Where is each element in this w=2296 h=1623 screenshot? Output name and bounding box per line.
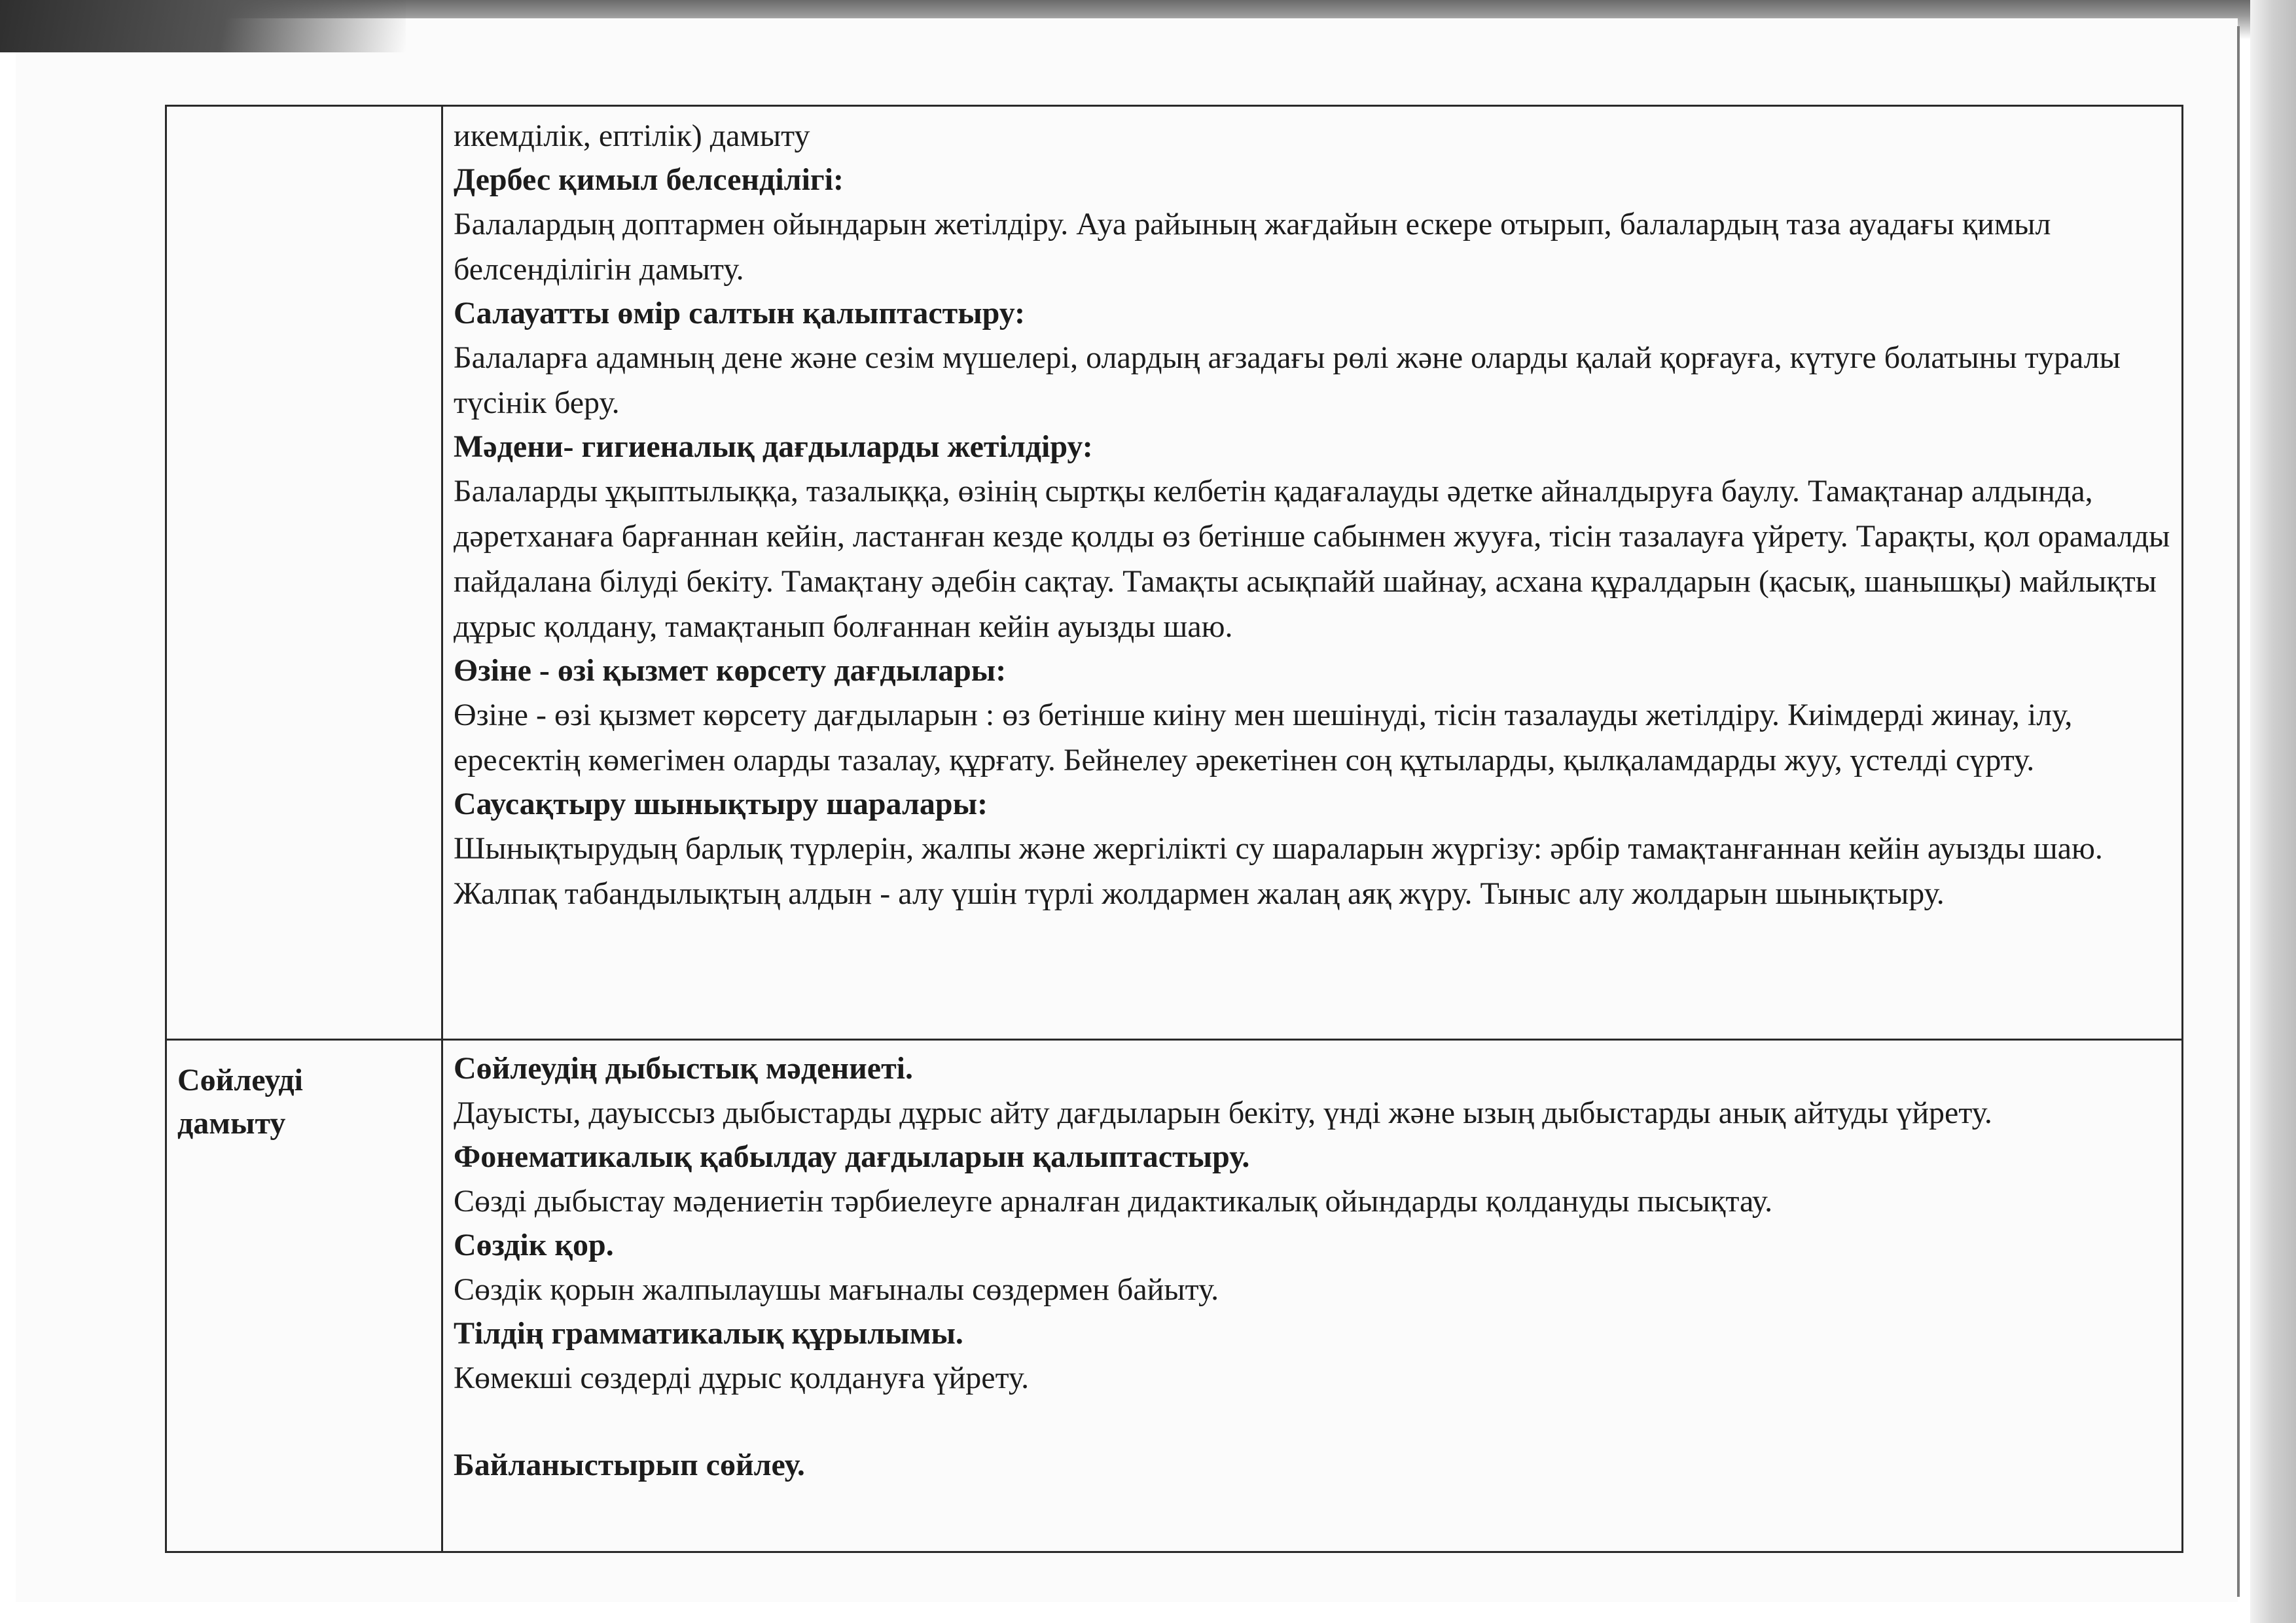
section-text: Сөздік қорын жалпылаушы мағыналы сөздермен байыту. <box>454 1272 1219 1307</box>
content-cell <box>442 106 2183 1040</box>
content-section <box>454 1224 2175 1312</box>
page-edge <box>2237 26 2240 1597</box>
section-heading: Салауатты өмір салтын қалыптастыру: <box>454 296 1026 330</box>
area-label <box>177 113 435 125</box>
section-heading: Фонематикалық қабылдау дағдыларын қалыптастыру. <box>454 1139 1250 1174</box>
content-section <box>454 1312 2175 1400</box>
section-heading: Саусақтыру шынықтыру шаралары: <box>454 787 988 821</box>
curriculum-table <box>165 105 2183 1553</box>
section-heading: Сөздік қор. <box>454 1228 614 1262</box>
scan-right-edge <box>2250 0 2296 1623</box>
area-label: Сөйлеуді дамыту <box>177 1063 303 1141</box>
section-heading: Мәдени- гигиеналық дағдыларды жетілдіру: <box>454 429 1093 464</box>
section-heading: Дербес қимыл белсенділігі: <box>454 162 844 197</box>
content-section <box>454 1135 2175 1224</box>
content-cell <box>442 1040 2183 1552</box>
section-text: Сөзді дыбыстау мәдениетін тәрбиелеуге арналған дидактикалық ойындарды қолдануды пысықтау. <box>454 1184 1773 1219</box>
content-section <box>454 292 2175 425</box>
section-text: Өзіне - өзі қызмет көрсету дағдыларын : өз бетінше киіну мен шешінуді, тісін тазалауды жетілдіру. Киімдерді жинау, ілу, ересектің көмегімен оларды тазалау, құрғату. Бейнелеу әрекетінен соң құтыларды, қылқаламдарды жуу, үстелді сүрту. <box>454 698 2073 777</box>
section-text: Дауысты, дауыссыз дыбыстарды дұрыс айту дағдыларын бекіту, үнді және ызың дыбыстарды анық айтуды үйрету. <box>454 1096 1992 1130</box>
content-section <box>454 783 2175 916</box>
content-section <box>454 1444 2175 1487</box>
section-text: Балалардың доптармен ойындарын жетілдіру. Ауа райының жағдайын ескере отырып, балалардың таза ауадағы қимыл белсенділігін дамыту. <box>454 207 2051 287</box>
content-section <box>454 649 2175 783</box>
area-label-cell <box>166 106 442 1040</box>
section-heading: Байланыстырып сөйлеу. <box>454 1448 805 1482</box>
section-text: икемділік, ептілік) дамыту <box>454 118 810 153</box>
content-section <box>454 425 2175 649</box>
section-heading: Өзіне - өзі қызмет көрсету дағдылары: <box>454 653 1007 688</box>
table-row <box>166 1040 2183 1552</box>
scan-corner-shadow <box>0 0 406 52</box>
section-text: Көмекші сөздерді дұрыс қолдануға үйрету. <box>454 1361 1030 1395</box>
blank-line <box>454 1400 2175 1444</box>
section-text: Балаларға адамның дене және сезім мүшелері, олардың ағзадағы рөлі және оларды қалай қорғауға, күтуге болатыны туралы түсінік беру. <box>454 340 2121 420</box>
area-label-cell <box>166 1040 442 1552</box>
section-text: Балаларды ұқыптылыққа, тазалыққа, өзінің сыртқы келбетін қадағалауды әдетке айналдыруға баулу. Тамақтанар алдында, дәретханаға барғаннан кейін, ластанған кезде қолды өз бетінше сабынмен жууға, тісін тазалауға үйрету. Тарақты, қол орамалды пайдалана білуді бекіту. Тамақтану әдебін сақтау. Тамақты асықпайй шайнау, асхана құралдарын (қасық, шанышқы) майлықты дұрыс қолдану, тамақтанып болғаннан кейін ауызды шаю. <box>454 474 2170 644</box>
section-heading: Сөйлеудің дыбыстық мәдениеті. <box>454 1051 913 1086</box>
table-row <box>166 106 2183 1040</box>
section-heading: Тілдің грамматикалық құрылымы. <box>454 1316 963 1351</box>
section-text: Шынықтырудың барлық түрлерін, жалпы және жергілікті су шараларын жүргізу: әрбір тамақтанғаннан кейін ауызды шаю. Жалпақ табандылықтың алдын - алу үшін түрлі жолдармен жалаң аяқ жүру. Тыныс алу жолдарын шынықтыру. <box>454 831 2103 911</box>
content-section <box>454 1047 2175 1135</box>
content-section <box>454 158 2175 292</box>
